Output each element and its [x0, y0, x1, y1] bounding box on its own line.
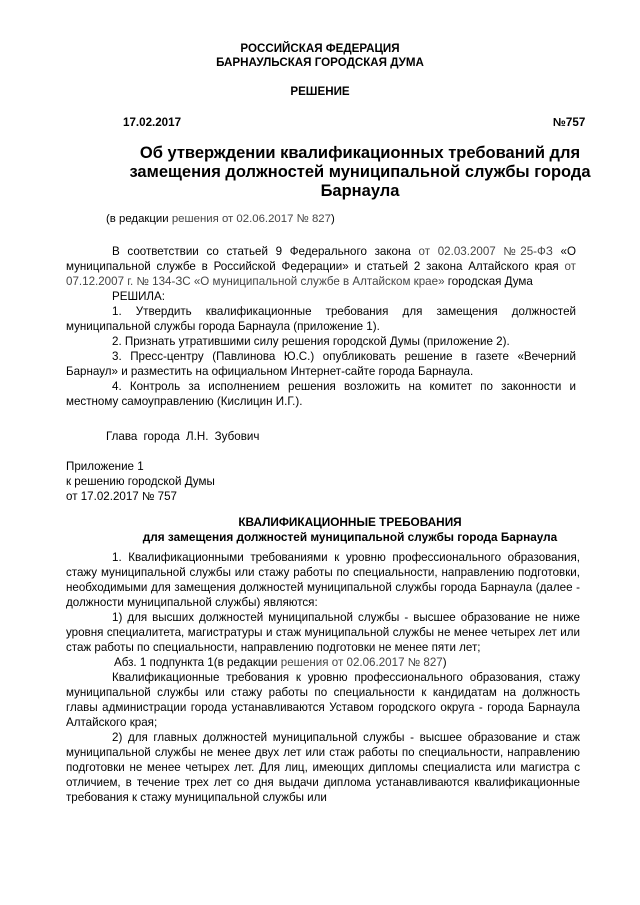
appendix-block — [66, 459, 215, 504]
doc-type: РЕШЕНИЕ — [290, 85, 350, 98]
amendment-note: Абз. 1 подпункта 1(в редакции решения от 02.06.2017 № 827) — [114, 656, 447, 669]
law-link-1[interactable]: от 02.03.2007 №25-ФЗ — [418, 245, 553, 258]
body-paragraph: Квалификационные требования к уровню профессионального образования, стажу муниципальной службы или стажу работы по специальности к кандидатам на должность главы администрации города устанавливаются Уставом городского округа - города Барнаула Алтайского края; — [66, 671, 580, 729]
resolved-label: РЕШИЛА: — [112, 290, 165, 303]
appendix-line-2: к решению городской Думы — [66, 475, 215, 488]
section-title-line-2: для замещения должностей муниципальной службы города Барнаула — [142, 530, 558, 544]
body-paragraph: 1) для высших должностей муниципальной службы - высшее образование не ниже уровня специалитета, магистратуры и стаж муниципальной службы не менее четырех лет или стаж работы по специальности, направлению подготовки не менее пяти лет; — [66, 611, 580, 654]
list-item: 1. Утвердить квалификационные требования для замещения должностей муниципальной службы города Барнаула (приложение 1). — [66, 305, 576, 333]
section-title — [60, 515, 640, 545]
list-item: 2. Признать утратившими силу решения городской Думы (приложение 2). — [112, 335, 510, 348]
list-item: 3. Пресс-центру (Павлинова Ю.С.) опубликовать решение в газете «Вечерний Барнаул» и разместить на официальном Интернет-сайте города Барнаула. — [66, 350, 576, 378]
main-text — [66, 244, 576, 409]
law-link-2[interactable]: от 07.12.2007 г. № 134-ЗС «О муниципальной службе в Алтайском крае» — [66, 260, 576, 288]
amendment-link[interactable]: решения от 02.06.2017 № 827 — [280, 656, 443, 669]
appendix-line-3: от 17.02.2017 № 757 — [66, 490, 177, 503]
title-line-3: Барнаула — [320, 182, 400, 200]
doc-date: 17.02.2017 — [123, 116, 182, 129]
body-paragraph: 1. Квалификационными требованиями к уровню профессионального образования, стажу муниципальной службы или стажу работы по специальности, направлению подготовки, необходимыми для замещения должностей муниципальной службы города Барнаула (далее - должности муниципальной службы) являются: — [66, 551, 580, 609]
edition-note-link[interactable]: решения от 02.06.2017 № 827 — [171, 213, 331, 225]
section-title-line-1: КВАЛИФИКАЦИОННЫЕ ТРЕБОВАНИЯ — [238, 515, 462, 529]
header-block — [0, 42, 640, 70]
signature: Глава города Л.Н. Зубович — [106, 430, 260, 443]
appendix-line-1: Приложение 1 — [66, 460, 144, 473]
title-line-1: Об утверждении квалификационных требований для — [139, 144, 581, 162]
preamble: В соответствии со статьей 9 Федерального закона от 02.03.2007 №25-ФЗ «О муниципальной службе в Российской Федерации» и статьей 2 закона Алтайского края от 07.12.2007 г. № 134-ЗС «О муниципальной службе в Алтайском крае» городская Дума — [66, 245, 577, 288]
edition-note: (в редакции решения от 02.06.2017 № 827) — [106, 213, 335, 225]
header-body: БАРНАУЛЬСКАЯ ГОРОДСКАЯ ДУМА — [216, 56, 424, 69]
doc-number: №757 — [553, 116, 586, 129]
body-paragraph: 2) для главных должностей муниципальной службы - высшее образование и стаж муниципальной службы не менее двух лет или стаж работы по специальности, направлению подготовки не менее четырех лет. Для лиц, имеющих дипломы специалиста или магистра с отличием, в течение трех лет со дня выдачи диплома устанавливаются квалификационные требования к стажу муниципальной службы или — [66, 731, 580, 804]
list-item: 4. Контроль за исполнением решения возложить на комитет по законности и местному самоуправлению (Кислицин И.Г.). — [66, 380, 576, 408]
document-title — [110, 144, 610, 201]
header-country: РОССИЙСКАЯ ФЕДЕРАЦИЯ — [240, 42, 400, 55]
requirements-text — [66, 550, 580, 805]
title-line-2: замещения должностей муниципальной службы города — [129, 163, 591, 181]
